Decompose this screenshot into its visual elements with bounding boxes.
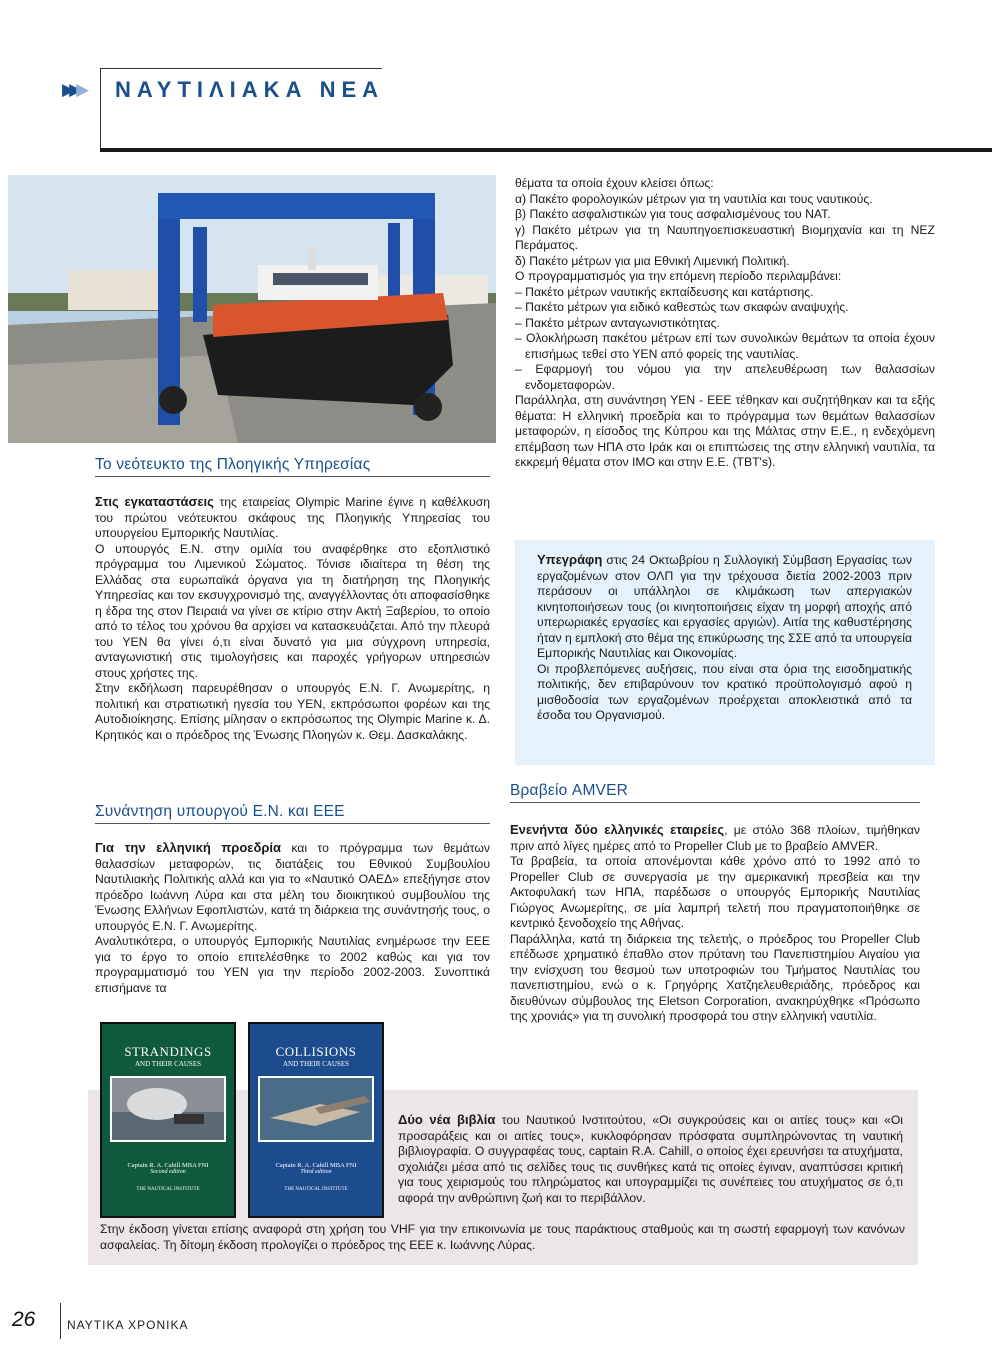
- books-p1: του Ναυτικού Ινστιτούτου, «Οι συγκρούσεις και οι αιτίες τους» και «Οι προσαράξεις και οι αιτίες τους», κυκλοφόρησαν πρόσφατα συμπληρώνοντας τη ναυτική βιβλιογραφία. Ο συγγραφέας τους, captain R.A. Cahill, ο οποίος έχει ερευνήσει τα ατυχήματα, σχολιάζει μέσα από τις σελίδες τους τις συνθήκες κατά τις οποίες έγιναν, αναπτύσσει κριτική για τους χειρισμούς του πληρώματος και υπογραμμίζει τις συνέπειες του ατυχήματος σε ό,τι αφορά την ανθρώπινη ζωή και το περιβάλλον.: [398, 1113, 904, 1205]
- next-item: – Ολοκλήρωση πακέτου μέτρων επί των συνολικών θεμάτων τα οποία έχουν επισήμως τεθεί στο ΥΕΝ από φορείς της ναυτιλίας.: [515, 331, 935, 361]
- closed-item: δ) Πακέτο μέτρων για μια Εθνική Λιμενική Πολιτική.: [515, 253, 790, 268]
- book2-title-line2: AND THEIR CAUSES: [283, 1060, 349, 1068]
- books-p2: Στην έκδοση γίνεται επίσης αναφορά στη χρήση του VHF για την επικοινωνία με τους παράκτιους σταθμούς και τη σωστή εφαρμογή των κανόνων ασφαλείας. Τη δίτομη έκδοση προλογίζει ο πρόεδρος της ΕΕΕ κ. Ιωάννης Λύρας.: [100, 1222, 905, 1252]
- article2-lead: Για την ελληνική προεδρία: [95, 840, 281, 855]
- article3-title: Βραβείο AMVER: [510, 782, 920, 803]
- article1-title: Το νεότευκτο της Πλοηγικής Υπηρεσίας: [95, 456, 490, 477]
- header-rule-vertical: [100, 68, 101, 148]
- book2-title-line1: COLLISIONS: [275, 1044, 357, 1059]
- closed-item: γ) Πακέτο μέτρων για τη Ναυπηγοεπισκευαστική Βιομηχανία και τη ΝΕΖ Περάματος.: [515, 222, 935, 252]
- book-cover-strandings: [100, 1022, 236, 1218]
- book1-cover-photo: [110, 1076, 226, 1142]
- article3-body: [510, 822, 920, 1025]
- article3-p3: Παράλληλα, κατά τη διάρκεια της τελετής, ο πρόεδρος του Propeller Club επέδωσε χρηματικό έπαθλο στον πρύτανη του Πανεπιστημίου Αιγαίου για την ενίσχυση του θεσμού των υποτροφιών του Τμήματος Ναυτιλίας του πανεπιστημίου, ενώ ο κ. Γρηγόρης Χατζηελευθεριάδης, πρόεδρος και διευθύνων σύμβουλος της Eletson Corporation, ανακηρύχθηκε «Πρόσωπο της χρονιάς» για τη συνολική προσφορά του στην ελληνική ναυτιλία.: [510, 931, 920, 1023]
- next-item: – Εφαρμογή του νόμου για την απελευθέρωση των θαλασσίων ενδομεταφορών.: [515, 362, 935, 392]
- section-title: ΝΑΥΤΙΛΙΑΚΑ ΝΕΑ: [115, 77, 385, 102]
- article3-lead: Ενενήντα δύο ελληνικές εταιρείες: [510, 822, 725, 837]
- box-p1: στις 24 Οκτωβρίου η Συλλογική Σύμβαση Εργασίας των εργαζομένων στον ΟΛΠ για την τρέχουσα διετία 2002-2003 πριν περάσουν οι υπάλληλοι σε κλιμάκωση των απεργιακών κινητοποιήσεων τους (οι κινητοποιήσεις είχαν τη μορφή αποχής από υπερωριακές εργασίες και εργασίες αργιών). Αιτία της καθυστέρησης ήταν η εμπλοκή στο θέμα της επικύρωσης της ΣΣΕ από τα υπουργεία Εμπορικής Ναυτιλίας και Οικονομίας.: [537, 553, 912, 660]
- article2-title: Συνάντηση υπουργού Ε.Ν. και ΕΕΕ: [95, 803, 490, 824]
- next-intro: Ο προγραμματισμός για την επόμενη περίοδο περιλαμβάνει:: [515, 269, 842, 283]
- book2-cover-photo: [258, 1076, 374, 1142]
- book1-title-line1: STRANDINGS: [124, 1044, 212, 1059]
- continued-intro: θέματα τα οποία έχουν κλείσει όπως:: [515, 176, 714, 190]
- article1-p2: Ο υπουργός Ε.Ν. στην ομιλία του αναφέρθηκε στο εξοπλιστικό πρόγραμμα του Λιμενικού Σώματος. Τόνισε ιδιαίτερα τη θέση της Ελλάδας στα ευρωπαϊκά όργανα για τη διατήρηση της Πλοηγικής Υπηρεσίας και τον εκσυγχρονισμό της, αναγγέλλοντας ότι αποφασίσθηκε η έδρα της στον Πειραιά να γίνει σε κτίριο στην Ακτή Ξαβερίου, το οποίο από το τέλος του χρόνου θα αρχίσει να κατασκευάζεται. Από την πλευρά του ΥΕΝ θα γίνει ό,τι είναι δυνατό για μια σύγχρονη υπηρεσία, ανταγωνιστική στις τιμολογήσεις και παροχές γρήγορων υπηρεσιών στους χρήστες της.: [95, 541, 490, 680]
- closed-item: β) Πακέτο ασφαλιστικών για τους ασφαλισμένους του ΝΑΤ.: [515, 207, 831, 221]
- article1-p1: της εταιρείας Olympic Marine έγινε η καθέλκυση του πρώτου νεότευκτου σκάφους της Πλοηγικής Υπηρεσίας του υπουργείου Εμπορικής Ναυτιλίας.: [95, 495, 491, 540]
- ssee-box-text: [537, 552, 912, 724]
- closed-item: α) Πακέτο φορολογικών μέτρων για τη ναυτιλία και τους ναυτικούς.: [515, 191, 873, 206]
- book1-edition: Second edition: [150, 1169, 186, 1175]
- article2-p1: και το πρόγραμμα των θεμάτων θαλασσίων μεταφορών, τις διατάξεις του Εθνικού Συμβουλίου Ναυτιλιακής Πολιτικής αλλά και για το «Ναυτικό ΟΑΕΔ» επεξήγησε στον πρόεδρο Ιωάννη Λύρα και στα μέλη του διοικητικού συμβουλίου της Ένωσης Ελλήνων Εφοπλιστών, κατά τη διάρκεια της συνάντησής τους, ο υπουργός Ε.Ν. Γ. Ανωμερίτης.: [95, 841, 490, 933]
- magazine-name: ΝΑΥΤΙΚΑ ΧΡΟΝΙΚΑ: [67, 1318, 189, 1332]
- book-cover-collisions: [248, 1022, 384, 1218]
- book1-author: Captain R. A. Cahill MBA FNI: [127, 1162, 209, 1169]
- page-number: 26: [12, 1308, 36, 1331]
- next-item: – Πακέτο μέτρων για ειδικό καθεστώς των σκαφών αναψυχής.: [515, 300, 849, 314]
- box-p2: Οι προβλεπόμενες αυξήσεις, που είναι στα όρια της εισοδηματικής πολιτικής, δεν επιβαρύνουν τον κρατικό προϋπολογισμό αφού η μισθοδοσία των εργαζομένων προέρχεται αποκλειστικά από τα έσοδα του Οργανισμού.: [537, 661, 912, 722]
- next-item: – Πακέτο μέτρων ναυτικής εκπαίδευσης και κατάρτισης.: [515, 284, 814, 299]
- header-rule-bottom: [100, 148, 992, 152]
- books-text: [398, 1112, 903, 1206]
- article2-continued: [515, 176, 935, 471]
- books-lead: Δύο νέα βιβλία: [398, 1112, 496, 1127]
- article1-lead: Στις εγκαταστάσεις: [95, 494, 214, 509]
- article2-body: [95, 840, 490, 996]
- footer-divider: [60, 1303, 61, 1339]
- article2-closing: Παράλληλα, στη συνάντηση ΥΕΝ - ΕΕΕ τέθηκαν και συζητήθηκαν και τα εξής θέματα: Η ελληνική προεδρία και το πρόγραμμα των θεμάτων θαλασσίων μεταφορών, η είσοδος της Κύπρου και της Μάλτας στην Ε.Ε., η ενδεχόμενη επέμβαση των ΗΠΑ στο Ιράκ και οι επιπτώσεις της στην ελληνική ναυτιλία, τα εκκρεμή θέματα στον ΙΜΟ και στην Ε.Ε. (TBT's).: [515, 393, 935, 469]
- book2-publisher: THE NAUTICAL INSTITUTE: [284, 1187, 348, 1192]
- next-item: – Πακέτο μέτρων ανταγωνιστικότητας.: [515, 315, 720, 330]
- article1-body: [95, 494, 490, 743]
- box-lead: Υπεγράφη: [537, 552, 603, 567]
- article3-p2: Τα βραβεία, τα οποία απονέμονται κάθε χρόνο από το 1992 από το Propeller Club σε συνεργασία με την αμερικανική πρεσβεία και την Ακτοφυλακή των ΗΠΑ, παρέδωσε ο υπουργός Εμπορικής Ναυτιλίας Γιώργος Ανωμερίτης, σε μία λαμπρή τελετή που πραγματοποιήθηκε σε κεντρικό ξενοδοχείο της Αθήνας.: [510, 854, 920, 930]
- header-rule-top: [100, 68, 382, 69]
- books-text-full: [100, 1222, 905, 1253]
- article1-p3: Στην εκδήλωση παρευρέθησαν ο υπουργός Ε.Ν. Γ. Ανωμερίτης, η πολιτική και στρατιωτική ηγεσία του ΥΕΝ, εκπρόσωποι φορέων και της Αυτοδιοίκησης. Επίσης μίλησαν ο εκπρόσωπος της Olympic Marine κ. Δ. Κρητικός και ο πρόεδρος της Ένωσης Πλοηγών κ. Θεμ. Δασκαλάκης.: [95, 681, 490, 742]
- book1-publisher: THE NAUTICAL INSTITUTE: [136, 1187, 200, 1192]
- book2-author: Captain R. A. Cahill MBA FNI: [275, 1162, 357, 1169]
- book1-title-line2: AND THEIR CAUSES: [135, 1060, 201, 1068]
- pilot-boat-photo: [8, 175, 496, 443]
- book2-edition: Third edition: [300, 1169, 332, 1175]
- article3-p1: , με στόλο 368 πλοίων, τιμήθηκαν πριν από λίγες ημέρες από το Propeller Club με το βραβείο AMVER.: [510, 823, 920, 853]
- section-arrows-icon: ▶▶▶: [62, 80, 84, 99]
- article2-p2: Αναλυτικότερα, ο υπουργός Εμπορικής Ναυτιλίας ενημέρωσε την ΕΕΕ για το έργο το οποίο επιτελέσθηκε το 2002 καθώς και για τον προγραμματισμό του ΥΕΝ για την περίοδο 2002-2003. Συνοπτικά επισήμανε τα: [95, 934, 490, 995]
